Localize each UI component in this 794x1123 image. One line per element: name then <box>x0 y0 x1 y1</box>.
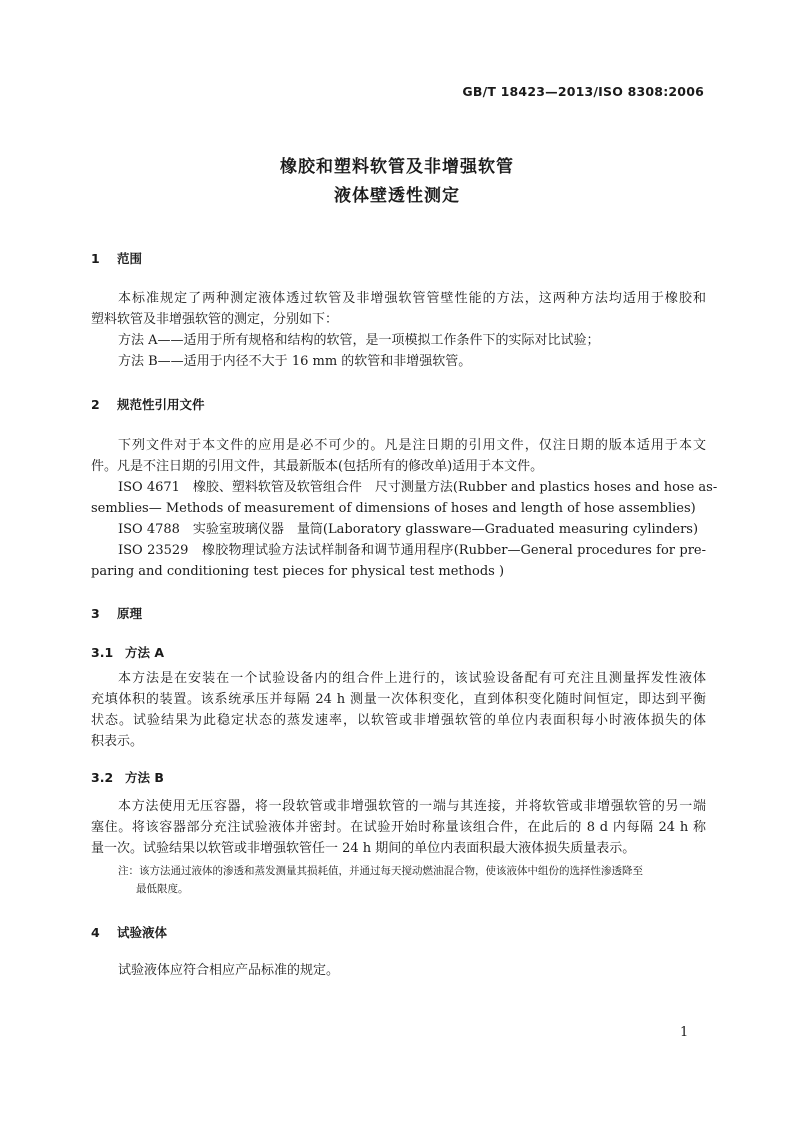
reference-iso-23529: ISO 23529 橡胶物理试验方法试样制备和调节通用程序(Rubber—General procedures for pre- <box>118 543 706 558</box>
document-title-line2: 液体壁透性测定 <box>334 186 460 206</box>
reference-iso-4788: ISO 4788 实验室玻璃仪器 量筒(Laboratory glassware—Graduated measuring cylinders) <box>118 522 699 537</box>
section-4-heading <box>91 923 167 941</box>
method-b-line: 方法 B——适用于内径不大于 16 mm 的软管和非增强软管。 <box>118 354 472 369</box>
section-number: 1 <box>91 251 100 266</box>
reference-iso-23529-cont: paring and conditioning test pieces for physical test methods ) <box>91 564 505 579</box>
s2-paragraph-line: 件。凡是不注日期的引用文件，其最新版本(包括所有的修改单)适用于本文件。 <box>91 459 544 474</box>
page-number: 1 <box>680 1025 689 1040</box>
section-number: 3 <box>91 606 100 621</box>
s1-paragraph-line: 本标准规定了两种测定液体透过软管及非增强软管管壁性能的方法，这两种方法均适用于橡胶和 <box>118 291 706 306</box>
section-title: 试验液体 <box>117 925 168 940</box>
section-title: 规范性引用文件 <box>117 397 205 412</box>
note-line: 最低限度。 <box>136 883 189 895</box>
section-number: 4 <box>91 925 100 940</box>
s31-paragraph-line: 充填体积的装置。该系统承压并每隔 24 h 测量一次体积变化，直到体积变化随时间恒定，即达到平衡 <box>91 692 706 707</box>
s32-paragraph-line: 本方法使用无压容器，将一段软管或非增强软管的一端与其连接，并将软管或非增强软管的另一端 <box>118 799 706 814</box>
subsection-3-1-heading <box>91 643 164 661</box>
reference-iso-4671-cont: semblies— Methods of measurement of dimensions of hoses and length of hose assemblies) <box>91 501 696 516</box>
reference-iso-4671: ISO 4671 橡胶、塑料软管及软管组合件 尺寸测量方法(Rubber and plastics hoses and hose as- <box>118 480 718 495</box>
s2-paragraph-line: 下列文件对于本文件的应用是必不可少的。凡是注日期的引用文件，仅注日期的版本适用于本文 <box>118 438 706 453</box>
s31-paragraph-line: 积表示。 <box>91 734 144 749</box>
section-3-heading <box>91 604 142 622</box>
s1-paragraph-line: 塑料软管及非增强软管的测定，分别如下： <box>91 312 339 327</box>
standard-code: GB/T 18423—2013/ISO 8308:2006 <box>462 84 704 99</box>
section-2-heading <box>91 395 205 413</box>
s4-paragraph-line: 试验液体应符合相应产品标准的规定。 <box>118 963 340 978</box>
s32-paragraph-line: 量一次。试验结果以软管或非增强软管任一 24 h 期间的单位内表面积最大液体损失质量表示。 <box>91 841 636 856</box>
subsection-title: 方法 A <box>125 645 165 660</box>
section-number: 2 <box>91 397 100 412</box>
section-1-heading <box>91 249 142 267</box>
document-title-line1: 橡胶和塑料软管及非增强软管 <box>280 157 514 177</box>
section-title: 范围 <box>117 251 143 266</box>
subsection-title: 方法 B <box>125 770 164 785</box>
subsection-number: 3.2 <box>91 770 114 785</box>
method-a-line: 方法 A——适用于所有规格和结构的软管，是一项模拟工作条件下的实际对比试验； <box>118 333 600 348</box>
subsection-3-2-heading <box>91 768 164 786</box>
s32-paragraph-line: 塞住。将该容器部分充注试验液体并密封。在试验开始时称量该组合件，在此后的 8 d 内每隔 24 h 称 <box>91 820 706 835</box>
note-line: 注：该方法通过液体的渗透和蒸发测量其损耗值，并通过每天搅动燃油混合物，使该液体中组份的选择性渗透降至 <box>118 865 643 877</box>
section-title: 原理 <box>117 606 143 621</box>
subsection-number: 3.1 <box>91 645 114 660</box>
s31-paragraph-line: 本方法是在安装在一个试验设备内的组合件上进行的，该试验设备配有可充注且测量挥发性液体 <box>118 671 706 686</box>
s31-paragraph-line: 状态。试验结果为此稳定状态的蒸发速率，以软管或非增强软管的单位内表面积每小时液体损失的体 <box>91 713 706 728</box>
